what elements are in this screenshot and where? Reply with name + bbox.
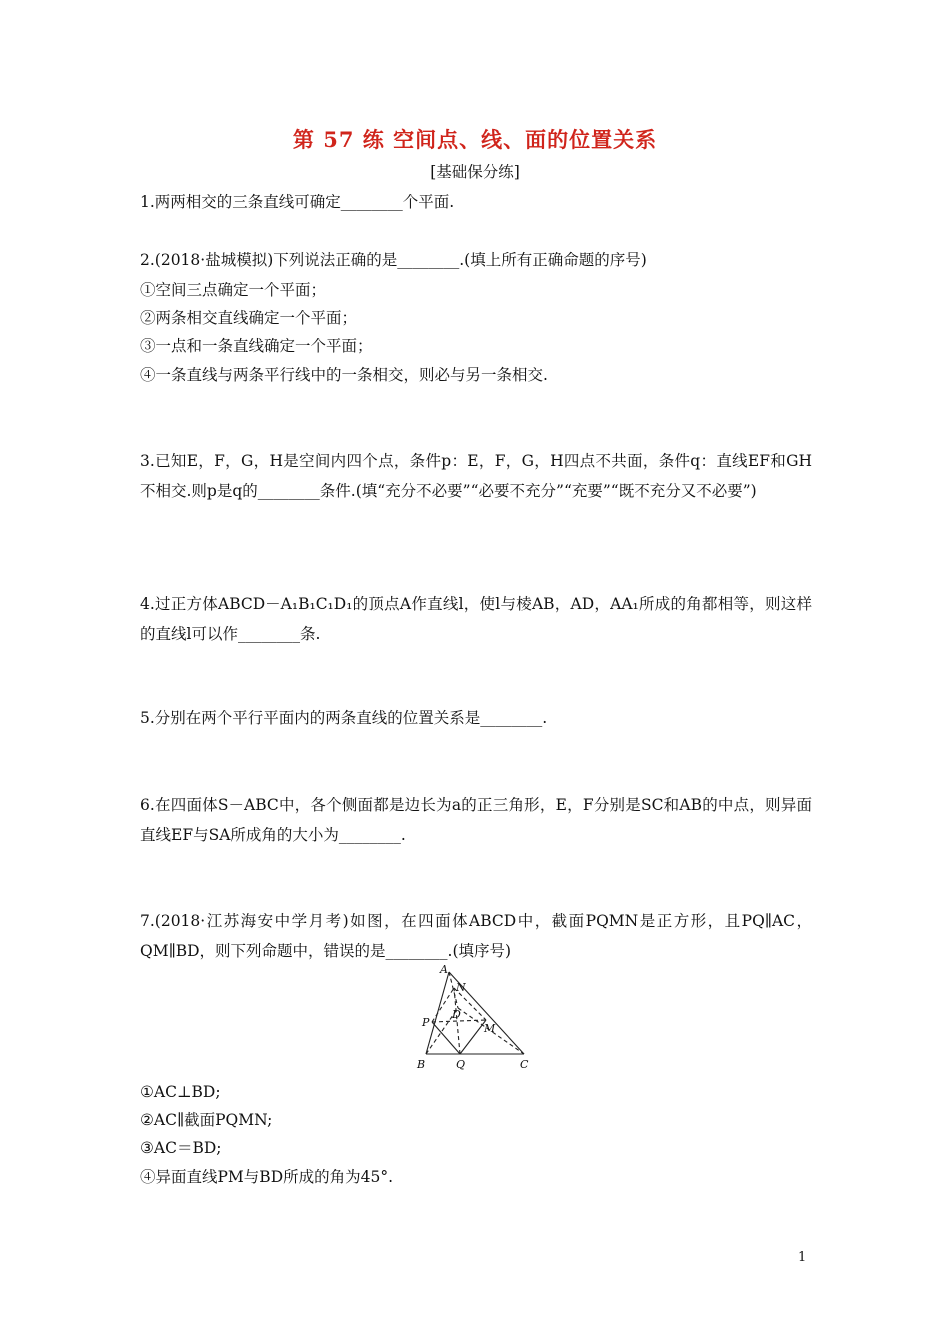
page-number: 1 — [798, 1250, 807, 1265]
question-3: 3.已知E，F，G，H是空间内四个点，条件p：E，F，G，H四点不共面，条件q：直线EF和GH不相交.则p是q的________条件.(填“充分不必要”“必要不充分”“充要”“既不充分又不必要”) — [140, 452, 812, 500]
section-subtitle: [基础保分练] — [430, 163, 520, 181]
question-7-option-1: ①AC⊥BD; — [140, 1083, 221, 1101]
label-a: A — [440, 964, 448, 976]
question-2-option-1: ①空间三点确定一个平面； — [140, 281, 327, 299]
question-1: 1.两两相交的三条直线可确定________个平面. — [140, 193, 455, 211]
question-2-option-2: ②两条相交直线确定一个平面； — [140, 309, 358, 327]
question-2-option-3: ③一点和一条直线确定一个平面； — [140, 337, 373, 355]
page-title: 第 57 练 空间点、线、面的位置关系 — [292, 127, 658, 152]
label-q: Q — [456, 1058, 466, 1071]
question-6: 6.在四面体S－ABC中，各个侧面都是边长为a的正三角形，E，F分别是SC和AB的中点，则异面直线EF与SA所成角的大小为________. — [140, 796, 812, 844]
question-5: 5.分别在两个平行平面内的两条直线的位置关系是________. — [140, 709, 548, 727]
label-m: M — [484, 1022, 496, 1035]
label-d: D — [452, 1008, 461, 1021]
label-c: C — [520, 1058, 529, 1071]
question-7-option-3: ③AC＝BD; — [140, 1139, 222, 1157]
label-p: P — [422, 1016, 430, 1029]
question-2-stem: 2.(2018·盐城模拟)下列说法正确的是________.(填上所有正确命题的序号) — [140, 251, 647, 269]
label-n: N — [456, 981, 466, 994]
tetrahedron-figure — [412, 964, 552, 1074]
label-b: B — [417, 1058, 426, 1071]
edge-pq — [432, 1022, 460, 1054]
question-7-option-2: ②AC∥截面PQMN; — [140, 1111, 273, 1129]
question-2-option-4: ④一条直线与两条平行线中的一条相交，则必与另一条相交. — [140, 366, 548, 384]
question-4: 4.过正方体ABCD－A₁B₁C₁D₁的顶点A作直线l，使l与棱AB，AD，AA₁所成的角都相等，则这样的直线l可以作________条. — [140, 595, 812, 643]
question-7-stem: 7.(2018·江苏海安中学月考)如图，在四面体ABCD中，截面PQMN是正方形，且PQ∥AC，QM∥BD，则下列命题中，错误的是________.(填序号) — [140, 912, 812, 960]
question-7-option-4: ④异面直线PM与BD所成的角为45°. — [140, 1168, 394, 1186]
